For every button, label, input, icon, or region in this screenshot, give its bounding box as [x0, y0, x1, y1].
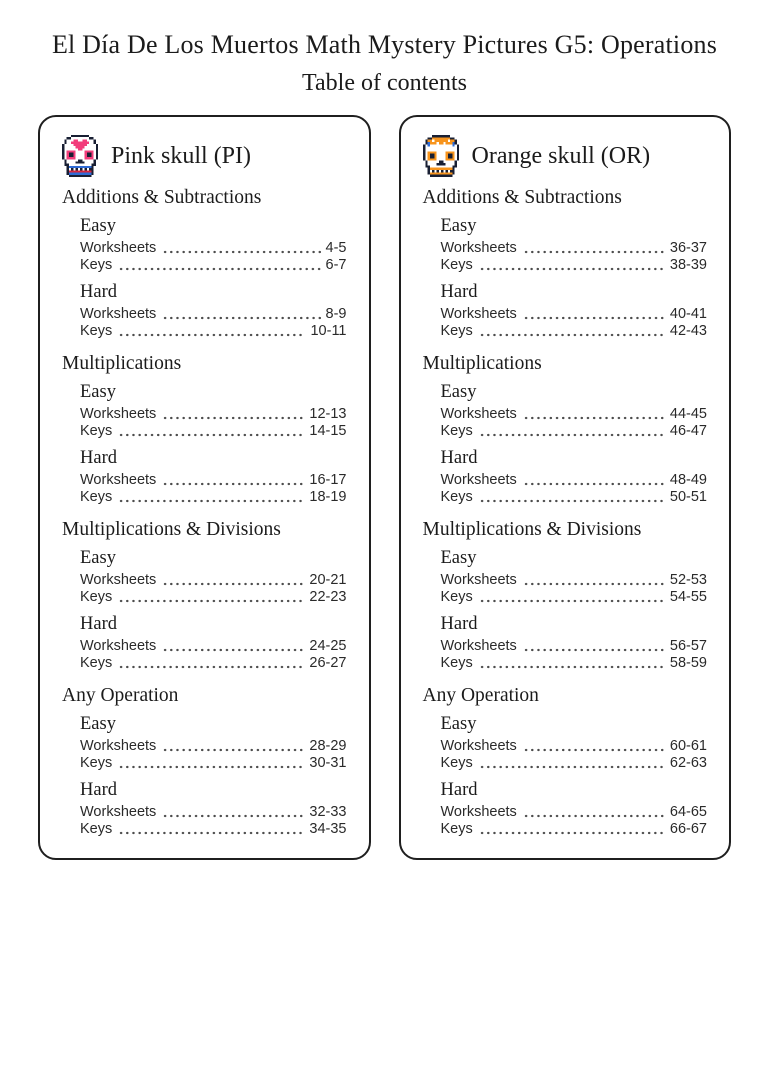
toc-columns — [38, 115, 731, 860]
entry-pages: 10-11 — [310, 323, 347, 339]
entry-pages: 42-43 — [669, 323, 707, 339]
toc-section — [62, 187, 347, 340]
toc-entry — [80, 738, 347, 755]
section-title: Any Operation — [422, 685, 539, 706]
entry-pages: 20-21 — [309, 572, 347, 588]
toc-level — [80, 614, 347, 672]
pink-sugar-skull-icon — [62, 135, 98, 177]
toc-entry — [441, 738, 708, 755]
dot-leader — [162, 582, 304, 586]
entry-pages: 16-17 — [309, 472, 347, 488]
dot-leader — [162, 814, 304, 818]
toc-level — [441, 448, 708, 506]
entry-label: Keys — [80, 257, 113, 273]
entry-label: Keys — [80, 755, 113, 771]
dot-leader — [118, 433, 304, 437]
entry-pages: 58-59 — [669, 655, 707, 671]
toc-entry — [441, 804, 708, 821]
entry-pages: 30-31 — [309, 755, 347, 771]
entry-pages: 24-25 — [309, 638, 347, 654]
entry-pages: 66-67 — [669, 821, 707, 837]
entry-pages: 8-9 — [325, 306, 347, 322]
dot-leader — [118, 665, 304, 669]
entry-label: Keys — [80, 423, 113, 439]
dot-leader — [162, 416, 304, 420]
dot-leader — [523, 814, 665, 818]
dot-leader — [479, 665, 665, 669]
entry-pages: 26-27 — [309, 655, 347, 671]
toc-entry — [441, 257, 708, 274]
toc-level — [441, 282, 708, 340]
dot-leader — [118, 831, 304, 835]
level-title: Easy — [80, 548, 116, 568]
level-title: Easy — [80, 714, 116, 734]
entry-label: Worksheets — [440, 804, 517, 820]
dot-leader — [523, 250, 665, 254]
toc-section — [423, 353, 708, 506]
toc-entry — [80, 240, 347, 257]
entry-label: Worksheets — [80, 306, 157, 322]
level-title: Easy — [80, 382, 116, 402]
entry-pages: 12-13 — [309, 406, 347, 422]
toc-entry — [441, 655, 708, 672]
toc-section — [423, 685, 708, 838]
entry-label: Keys — [440, 589, 473, 605]
toc-level — [80, 714, 347, 772]
dot-leader — [523, 416, 665, 420]
toc-level — [441, 548, 708, 606]
dot-leader — [479, 499, 665, 503]
toc-entry — [441, 572, 708, 589]
dot-leader — [479, 765, 665, 769]
entry-label: Worksheets — [80, 804, 157, 820]
level-title: Hard — [440, 614, 478, 634]
entry-pages: 44-45 — [669, 406, 707, 422]
section-title: Any Operation — [62, 685, 179, 706]
toc-entry — [80, 821, 347, 838]
toc-entry — [441, 638, 708, 655]
level-title: Hard — [440, 282, 478, 302]
entry-label: Keys — [440, 821, 473, 837]
dot-leader — [118, 765, 304, 769]
entry-label: Worksheets — [80, 240, 157, 256]
level-title: Hard — [80, 282, 117, 302]
orange-sugar-skull-icon — [423, 135, 459, 177]
entry-label: Keys — [440, 489, 473, 505]
toc-entry — [80, 489, 347, 506]
toc-level — [441, 382, 708, 440]
box-title: Orange skull (OR) — [471, 142, 651, 169]
dot-leader — [523, 648, 665, 652]
entry-label: Worksheets — [440, 240, 517, 256]
toc-level — [80, 382, 347, 440]
toc-entry — [80, 323, 347, 340]
toc-entry — [441, 423, 708, 440]
toc-level — [80, 282, 347, 340]
toc-level — [441, 780, 708, 838]
dot-leader — [162, 316, 320, 320]
entry-pages: 46-47 — [669, 423, 707, 439]
entry-pages: 54-55 — [669, 589, 707, 605]
entry-label: Keys — [80, 821, 113, 837]
entry-pages: 6-7 — [325, 257, 347, 273]
level-title: Easy — [440, 714, 477, 734]
toc-entry — [441, 406, 708, 423]
toc-entry — [80, 306, 347, 323]
entry-label: Keys — [440, 755, 473, 771]
entry-label: Worksheets — [440, 406, 517, 422]
entry-pages: 28-29 — [309, 738, 347, 754]
toc-level — [441, 216, 708, 274]
dot-leader — [118, 333, 305, 337]
toc-entry — [441, 323, 708, 340]
entry-pages: 38-39 — [669, 257, 707, 273]
entry-label: Keys — [440, 655, 473, 671]
dot-leader — [162, 748, 304, 752]
dot-leader — [523, 482, 665, 486]
toc-section — [62, 353, 347, 506]
toc-entry — [441, 306, 708, 323]
level-title: Easy — [80, 216, 116, 236]
dot-leader — [162, 250, 320, 254]
toc-entry — [80, 472, 347, 489]
entry-pages: 14-15 — [309, 423, 347, 439]
level-title: Hard — [80, 614, 117, 634]
dot-leader — [118, 499, 304, 503]
level-title: Hard — [440, 448, 478, 468]
dot-leader — [479, 831, 665, 835]
entry-label: Worksheets — [440, 572, 517, 588]
dot-leader — [479, 267, 665, 271]
page-title: El Día De Los Muertos Math Mystery Pictures G5: Operations — [51, 30, 718, 59]
entry-label: Keys — [80, 655, 113, 671]
entry-pages: 60-61 — [669, 738, 707, 754]
entry-pages: 62-63 — [669, 755, 707, 771]
entry-label: Worksheets — [80, 572, 157, 588]
toc-entry — [80, 804, 347, 821]
dot-leader — [162, 482, 304, 486]
dot-leader — [523, 316, 665, 320]
entry-pages: 32-33 — [309, 804, 347, 820]
toc-entry — [441, 240, 708, 257]
toc-entry — [441, 589, 708, 606]
toc-entry — [80, 589, 347, 606]
toc-entry — [441, 472, 708, 489]
entry-pages: 50-51 — [669, 489, 707, 505]
dot-leader — [479, 599, 665, 603]
section-title: Additions & Subtractions — [422, 187, 622, 208]
entry-label: Worksheets — [80, 638, 157, 654]
toc-entry — [80, 655, 347, 672]
dot-leader — [162, 648, 304, 652]
toc-level — [80, 448, 347, 506]
entry-pages: 48-49 — [669, 472, 707, 488]
entry-label: Keys — [440, 257, 473, 273]
toc-entry — [80, 638, 347, 655]
dot-leader — [523, 582, 665, 586]
toc-entry — [80, 257, 347, 274]
section-title: Multiplications — [62, 353, 182, 374]
entry-label: Keys — [440, 323, 473, 339]
level-title: Hard — [80, 780, 117, 800]
level-title: Hard — [80, 448, 117, 468]
toc-entry — [441, 755, 708, 772]
toc-level — [80, 548, 347, 606]
section-title: Multiplications & Divisions — [62, 519, 281, 540]
page-subtitle: Table of contents — [302, 70, 467, 96]
entry-pages: 64-65 — [669, 804, 707, 820]
entry-pages: 52-53 — [669, 572, 707, 588]
level-title: Hard — [440, 780, 478, 800]
entry-pages: 56-57 — [669, 638, 707, 654]
level-title: Easy — [440, 382, 477, 402]
toc-entry — [80, 755, 347, 772]
entry-label: Worksheets — [440, 306, 517, 322]
entry-label: Worksheets — [440, 638, 517, 654]
entry-label: Keys — [80, 489, 113, 505]
entry-label: Keys — [80, 589, 113, 605]
toc-level — [441, 714, 708, 772]
toc-box-orange-skull — [399, 115, 732, 860]
entry-label: Worksheets — [80, 738, 157, 754]
toc-section — [423, 519, 708, 672]
section-title: Additions & Subtractions — [62, 187, 262, 208]
dot-leader — [118, 267, 320, 271]
dot-leader — [523, 748, 665, 752]
toc-entry — [80, 406, 347, 423]
entry-label: Worksheets — [440, 472, 517, 488]
toc-section — [62, 685, 347, 838]
toc-level — [80, 216, 347, 274]
toc-section — [62, 519, 347, 672]
dot-leader — [479, 333, 665, 337]
toc-entry — [441, 821, 708, 838]
box-title: Pink skull (PI) — [111, 142, 252, 169]
entry-label: Worksheets — [80, 472, 157, 488]
dot-leader — [479, 433, 665, 437]
toc-entry — [80, 572, 347, 589]
entry-pages: 22-23 — [309, 589, 347, 605]
section-title: Multiplications — [422, 353, 542, 374]
toc-entry — [441, 489, 708, 506]
entry-pages: 34-35 — [309, 821, 347, 837]
box-header — [423, 135, 708, 177]
toc-section — [423, 187, 708, 340]
dot-leader — [118, 599, 304, 603]
entry-label: Worksheets — [440, 738, 517, 754]
level-title: Easy — [440, 548, 477, 568]
entry-label: Keys — [440, 423, 473, 439]
toc-level — [80, 780, 347, 838]
entry-label: Worksheets — [80, 406, 157, 422]
box-header — [62, 135, 347, 177]
entry-pages: 4-5 — [325, 240, 347, 256]
section-title: Multiplications & Divisions — [422, 519, 642, 540]
entry-pages: 36-37 — [669, 240, 707, 256]
toc-box-pink-skull — [38, 115, 371, 860]
entry-pages: 18-19 — [309, 489, 347, 505]
toc-level — [441, 614, 708, 672]
level-title: Easy — [440, 216, 477, 236]
toc-entry — [80, 423, 347, 440]
entry-pages: 40-41 — [669, 306, 707, 322]
entry-label: Keys — [80, 323, 113, 339]
